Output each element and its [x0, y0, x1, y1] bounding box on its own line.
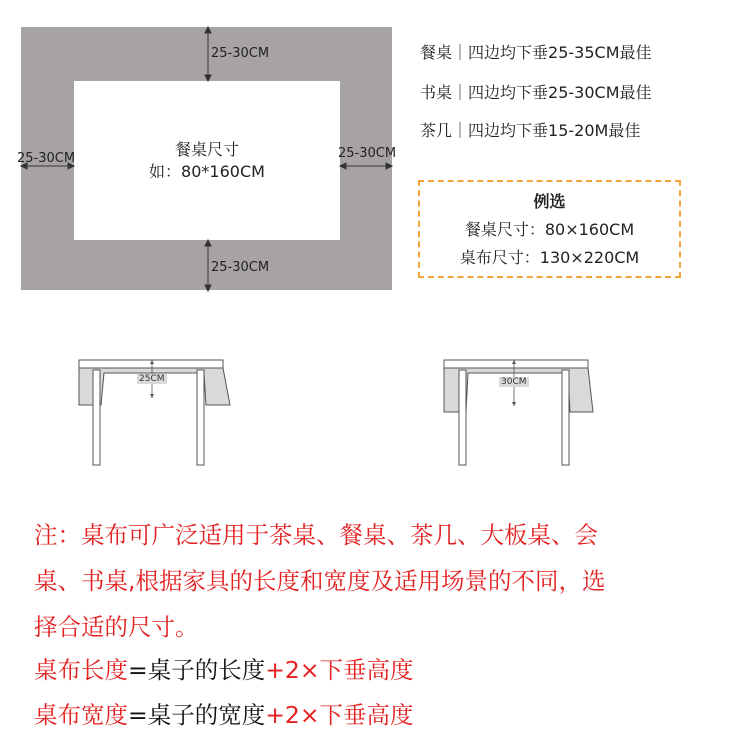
table-size-label: 餐桌尺寸	[174, 140, 239, 159]
drape-top-label: 25-30CM	[211, 46, 270, 61]
drape-bottom-label: 25-30CM	[211, 260, 270, 275]
side-view-right-drop: 30CM	[501, 377, 527, 387]
rule-coffee-table: 茶几｜四边均下垂15-20M最佳	[420, 121, 641, 140]
note-line-2: 桌、书桌,根据家具的长度和宽度及适用场景的不同，选	[34, 567, 606, 595]
note-line-3: 择合适的尺寸。	[34, 613, 199, 641]
side-view-left-drop: 25CM	[139, 374, 165, 384]
drape-left-label: 25-30CM	[17, 151, 76, 166]
example-cloth-size: 桌布尺寸：130×220CM	[459, 248, 640, 267]
note-line-1: 注：桌布可广泛适用于茶桌、餐桌、茶几、大板桌、会	[34, 521, 598, 549]
example-table-size: 餐桌尺寸：80×160CM	[464, 220, 635, 239]
side-view-illustrations	[0, 350, 750, 470]
side-view-table-right	[444, 360, 593, 465]
example-title: 例选	[533, 192, 566, 211]
drape-right-label: 25-30CM	[338, 146, 397, 161]
rule-dining-table: 餐桌｜四边均下垂25-35CM最佳	[420, 43, 652, 62]
rule-desk: 书桌｜四边均下垂25-30CM最佳	[420, 83, 652, 102]
formula-length: 桌布长度=桌子的长度+2×下垂高度	[34, 656, 414, 684]
table-size-example: 如：80*160CM	[149, 162, 265, 181]
formula-width: 桌布宽度=桌子的宽度+2×下垂高度	[34, 701, 414, 729]
